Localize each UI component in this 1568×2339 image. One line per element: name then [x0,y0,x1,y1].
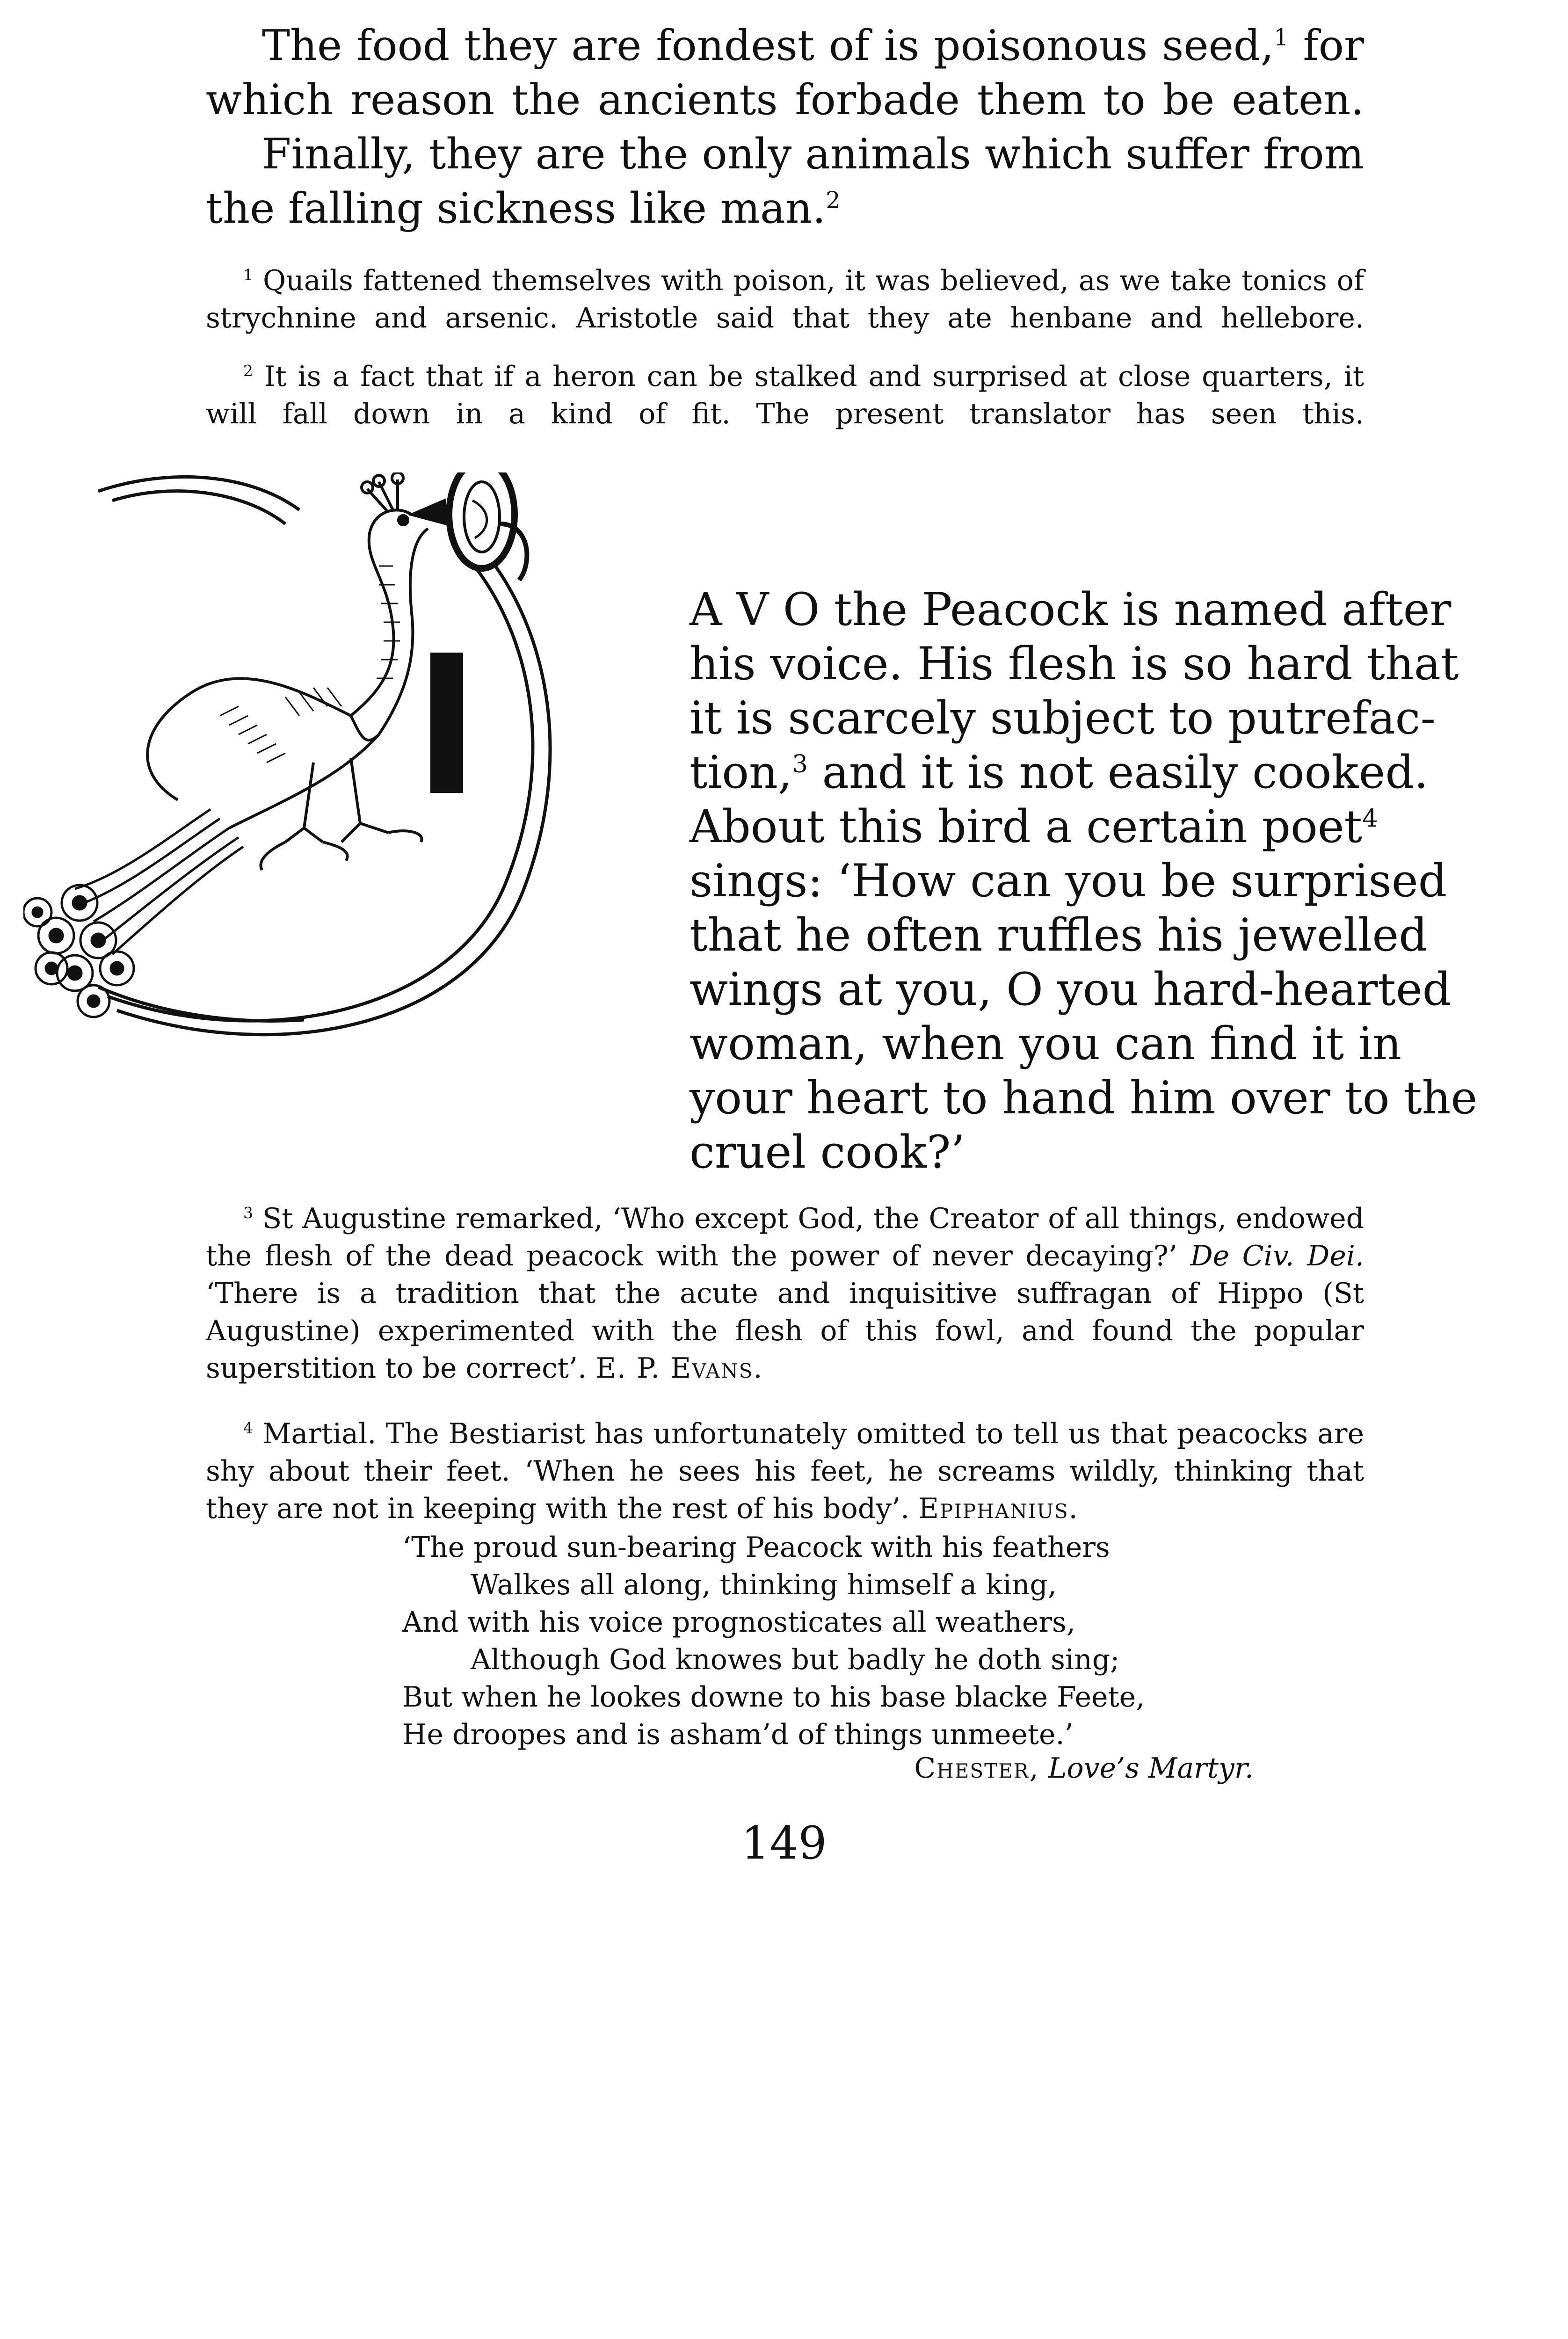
poem-line: Although God knowes but badly he doth sing; [471,1643,1120,1676]
peacock-line: cruel cook?’ [690,1126,965,1178]
peacock-line: woman, when you can find it in [690,1017,1402,1070]
peacock-line: that he often ruffles his jewelled [690,909,1428,961]
paragraph-text: The food they are fondest of is poisonous seed, [262,21,1274,70]
peacock-paragraph [690,582,1478,1179]
footnote-ref: 4 [1362,804,1378,833]
footnote-ref: 1 [1274,24,1289,51]
peacock-feather-hatching [220,566,400,763]
footnote-3 [206,1200,1364,1387]
poem-line: But when he lookes downe to his base blacke Feete, [402,1681,1145,1714]
footnote-text: Martial. The Bestiarist has unfortunately omitted to tell us that peacocks are shy about their feet. ‘When he sees his feet, he screams wildly, thinking that they are not in keeping with the rest of his body’. [206,1417,1364,1525]
footnote-text: Quails fattened themselves with poison, it was believed, as we take tonics of strychnine and arsenic. Aristotle said that they ate henbane and hellebore. [206,264,1364,334]
poem-line: Walkes all along, thinking himself a king, [471,1569,1057,1601]
footnote-source: Epiphanius. [918,1492,1079,1525]
peacock-line: it is scarcely subject to putrefac- [690,692,1436,744]
paragraph-text: Finally, they are the only animals which suffer from the falling sickness like man. [206,130,1364,233]
poem [402,1529,1145,1753]
footnote-2 [206,358,1364,433]
poem-line: He droopes and is asham’d of things unmeete.’ [402,1718,1074,1751]
paragraph-text: for which reason the ancients forbade them to be eaten. [206,21,1364,124]
footnote-marker: 4 [243,1419,253,1437]
footnote-4 [206,1415,1364,1527]
peacock-line: your heart to hand him over to the [690,1072,1478,1124]
peacock-line-text: About this bird a certain poet [690,800,1363,853]
peacock-line [690,745,1429,799]
initial-p-head-ornament [449,472,527,580]
footnote-marker: 2 [243,362,253,380]
footnote-ref: 3 [792,750,808,778]
footnote-text: It is a fact that if a heron can be stalked and surprised at close quarters, it will fall down in a kind of fit. The present translator has seen this. [206,360,1364,430]
peacock-line: sings: ‘How can you be surprised [690,855,1447,907]
paragraph-falling-sickness [206,127,1364,236]
poem-author: Chester, [914,1752,1039,1785]
peacock-line: wings at you, O you hard-hearted [690,963,1452,1016]
poem-attribution [879,1750,1254,1787]
footnote-marker: 3 [243,1204,253,1222]
peacock-line-text: tion, [690,746,792,799]
footnote-source: E. P. Evans. [595,1352,763,1385]
paragraph-food [206,19,1364,127]
peacock-initial-illustration [23,472,697,1095]
peacock-line: A V O the Peacock is named after [690,583,1452,636]
footnote-1 [206,262,1364,337]
initial-p-stem [430,653,463,793]
page-number: 149 [741,1817,827,1869]
footnote-citation: De Civ. Dei. [1190,1240,1364,1272]
peacock-line: his voice. His flesh is so hard that [690,638,1459,690]
footnote-text: St Augustine remarked, ‘Who except God, the Creator of all things, endowed the flesh of the dead peacock with the power of never decaying?’ [206,1202,1364,1272]
footnote-ref: 2 [826,187,841,214]
footnote-marker: 1 [243,266,253,284]
poem-line: And with his voice prognosticates all weathers, [402,1606,1075,1639]
peacock-tail [75,809,243,954]
peacock-tail-eyes [23,885,134,1017]
peacock-line-text: and it is not easily cooked. [808,746,1429,799]
peacock-bird [147,472,447,870]
footnote-text: ‘There is a tradition that the acute and inquisitive suffragan of Hippo (St Augustine) experimented with the flesh of this fowl, and found the popular superstition to be correct’. [206,1277,1364,1385]
poem-work-title: Love’s Martyr. [1048,1752,1254,1785]
peacock-line [690,799,1378,854]
poem-line: ‘The proud sun-bearing Peacock with his feathers [402,1531,1110,1564]
